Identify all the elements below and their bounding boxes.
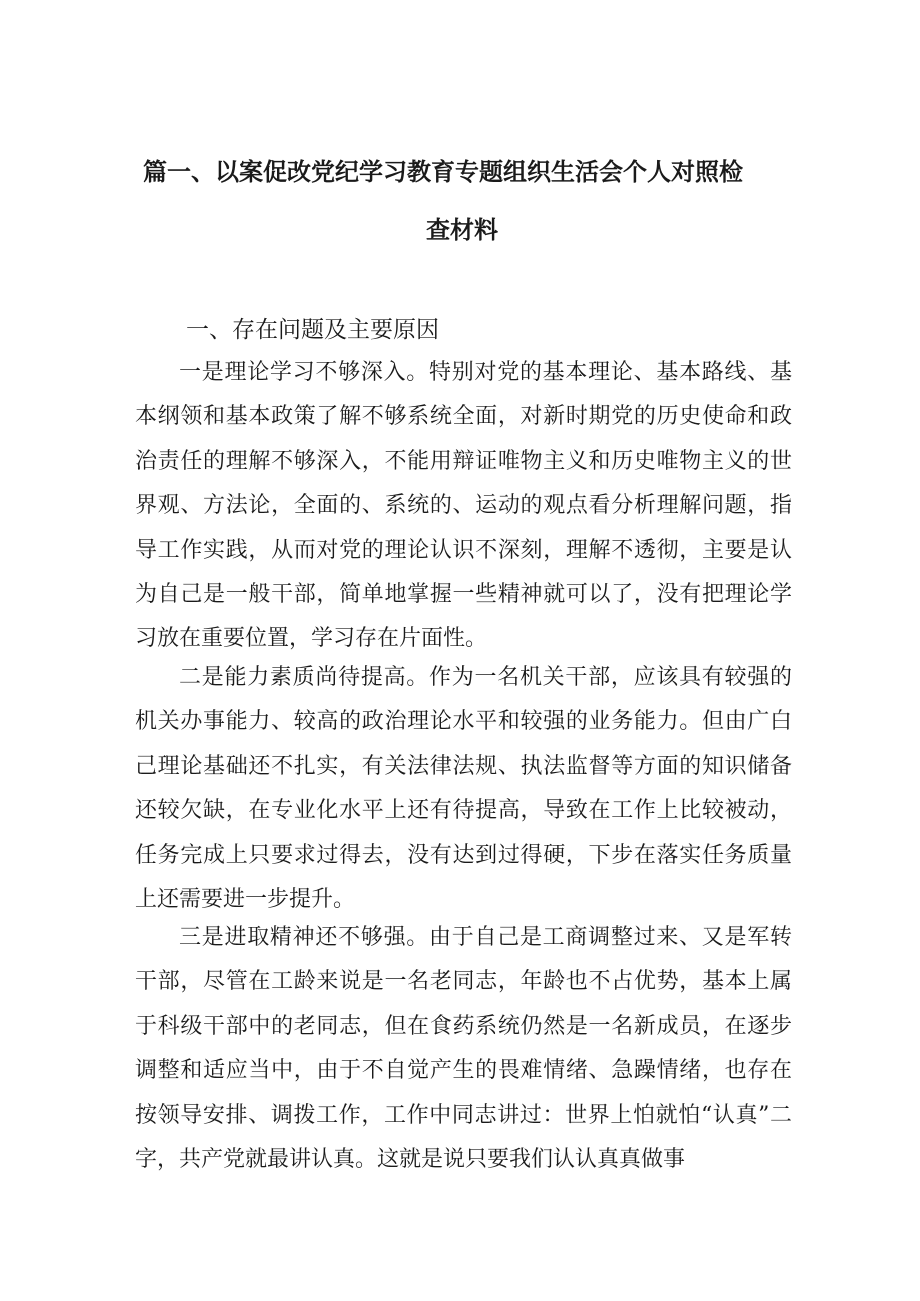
paragraph-2: 二是能力素质尚待提高。作为一名机关干部，应该具有较强的机关办事能力、较高的政治理论水平和较强的业务能力。但由广白己理论基础还不扎实，有关法律法规、执法监督等方面的知识储备还较欠缺，在专业化水平上还有待提高，导致在工作上比较被动，任务完成上只要求过得去，没有达到过得硬，下步在落实任务质量上还需要进一步提升。 — [135, 665, 792, 913]
paragraph-1: 一是理论学习不够深入。特别对党的基本理论、基本路线、基本纲领和基本政策了解不够系统全面，对新时期党的历史使命和政治责任的理解不够深入，不能用辩证唯物主义和历史唯物主义的世界观、方法论，全面的、系统的、运动的观点看分析理解问题，指导工作实践，从而对党的理论认识不深刻，理解不透彻，主要是认为自己是一般干部，简单地掌握一些精神就可以了，没有把理论学习放在重要位置，学习存在片面性。 — [135, 360, 792, 652]
document-title-line1: 篇一、以案促改党纪学习教育专题组织生活会个人对照检 — [143, 158, 743, 186]
document-title-line2: 查材料 — [426, 216, 498, 244]
section-heading: 一、存在问题及主要原因 — [186, 317, 439, 343]
paragraph-3: 三是进取精神还不够强。由于自己是工商调整过来、又是军转干部，尽管在工龄来说是一名老同志，年龄也不占优势，基本上属于科级干部中的老同志，但在食药系统仍然是一名新成员，在逐步调整和适应当中，由于不自觉产生的畏难情绪、急躁情绪，也存在按领导安排、调拨工作，工作中同志讲过：世界上怕就怕“认真”二字，共产党就最讲认真。这就是说只要我们认认真真做事 — [135, 925, 792, 1173]
